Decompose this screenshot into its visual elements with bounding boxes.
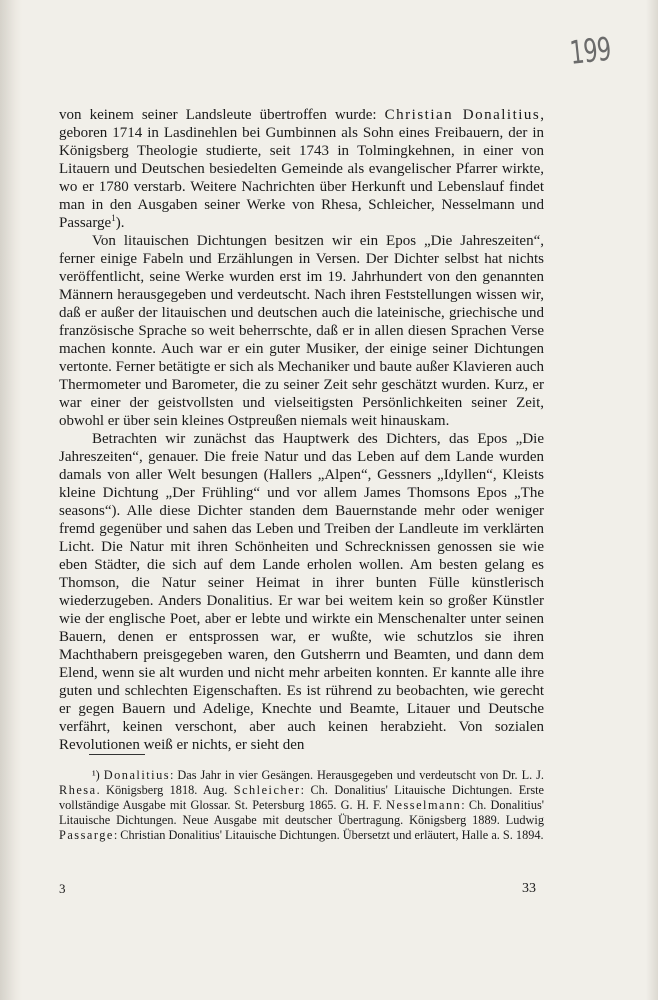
page-right-edge <box>646 0 658 1000</box>
signature-mark: 3 <box>59 881 66 896</box>
footnote-marker: ¹) <box>92 768 100 782</box>
main-text <box>59 106 544 754</box>
paragraph-2: Von litauischen Dichtungen besitzen wir ein Epos „Die Jahreszeiten“, ferner einige Fabeln und Erzählungen in Versen. Der Dichter selbst hat nichts veröffentlicht, seine Werke wurden erst im 19. Jahrhundert von den genannten Männern herausgegeben und verdeutscht. Nach ihren Feststellungen wissen wir, daß er außer der litauischen und deutschen auch die lateinische, griechische und französische Sprache so weit beherrschte, daß er in allen diesen Sprachen Verse machen konnte. Auch war er ein guter Musiker, der einige seiner Dichtungen vertonte. Ferner betätigte er sich als Mechaniker und baute außer Klavieren auch Thermometer und Barometer, die zu seiner Zeit sehr geschätzt wurden. Kurz, er war einer der geistvollsten und vielseitigsten Persönlichkeiten seiner Zeit, obwohl er über sein kleines Ostpreußen niemals weit hinauskam. <box>59 233 544 429</box>
paragraph-1: von keinem seiner Landsleute übertroffen wurde: Christian Donalitius, geboren 1714 in Lasdinehlen bei Gumbinnen als Sohn eines Freibauern, der in Königsberg Theologie studierte, seit 1743 in Tolmingkehnen, in einer von Litauern und Deutschen besiedelten Gemeinde als evangelischer Pfarrer wirkte, wo er 1780 verstarb. Weitere Nachrichten über Herkunft und Lebenslauf findet man in den Ausgaben seiner Werke von Rhesa, Schleicher, Nesselmann und Passarge$^1$). <box>59 107 544 231</box>
footnote-rule <box>89 754 145 755</box>
page-number: 33 <box>522 881 536 896</box>
footnote-1: ¹) Donalitius: Das Jahr in vier Gesängen. Herausgegeben und verdeutscht von Dr. L. J. Rhesa. Königsberg 1818. Aug. Schleicher: Ch. Donalitius' Litauische Dichtungen. Erste vollständige Ausgabe mit Glossar. St. Petersburg 1865. G. H. F. Nesselmann: Ch. Donalitius' Litauische Dichtungen. Neue Ausgabe mit deutscher Übertragung. Königsberg 1889. Ludwig Passarge: Christian Donalitius' Litauische Dichtungen. Übersetzt und erläutert, Halle a. S. 1894. <box>59 768 545 842</box>
handwritten-page-annotation: 199 <box>568 29 613 72</box>
spaced-name: Christian Donalitius <box>384 107 541 123</box>
paragraph-3: Betrachten wir zunächst das Hauptwerk des Dichters, das Epos „Die Jahreszeiten“, genauer. Die freie Natur und das Leben auf dem Lande wurden damals von aller Welt besungen (Hallers „Alpen“, Gessners „Idyllen“, Kleists kleine Dichtung „Der Frühling“ und vor allem James Thomsons Epos „The seasons“). Alle diese Dichter standen dem Bauernstande mehr oder weniger fremd gegenüber und sahen das Leben und Treiben der Landleute im verklärten Licht. Die Natur mit ihren Schönheiten und Schrecknissen genossen sie wie eben Städter, die sich auf dem Lande erholen wollen. Am besten gelang es Thomson, die Natur seiner Heimat in ihrer bunten Fülle künstlerisch wiederzugeben. Anders Donalitius. Er war bei weitem kein so großer Künstler wie der englische Poet, aber er lebte und wirkte ein Menschenalter unter seinen Bauern, denen er entsprossen war, er wußte, wie schutzlos sie ihren Machthabern preisgegeben waren, den Gutsherrn und Beamten, und dann dem Elend, wenn sie alt wurden und nicht mehr arbeiten konnten. Er kannte alle ihre guten und schlechten Eigenschaften. Es ist rührend zu beobachten, wie gerecht er gegen Bauern und Adelige, Knechte und Beamte, Litauer und Deutsche verfährt, keinen verschont, aber auch keinen herabzieht. Von sozialen Revolutionen weiß er nichts, er sieht den <box>59 431 544 753</box>
page-gutter-shadow <box>0 0 22 1000</box>
footnotes <box>59 768 544 843</box>
footnote-ref: 1 <box>111 213 116 223</box>
